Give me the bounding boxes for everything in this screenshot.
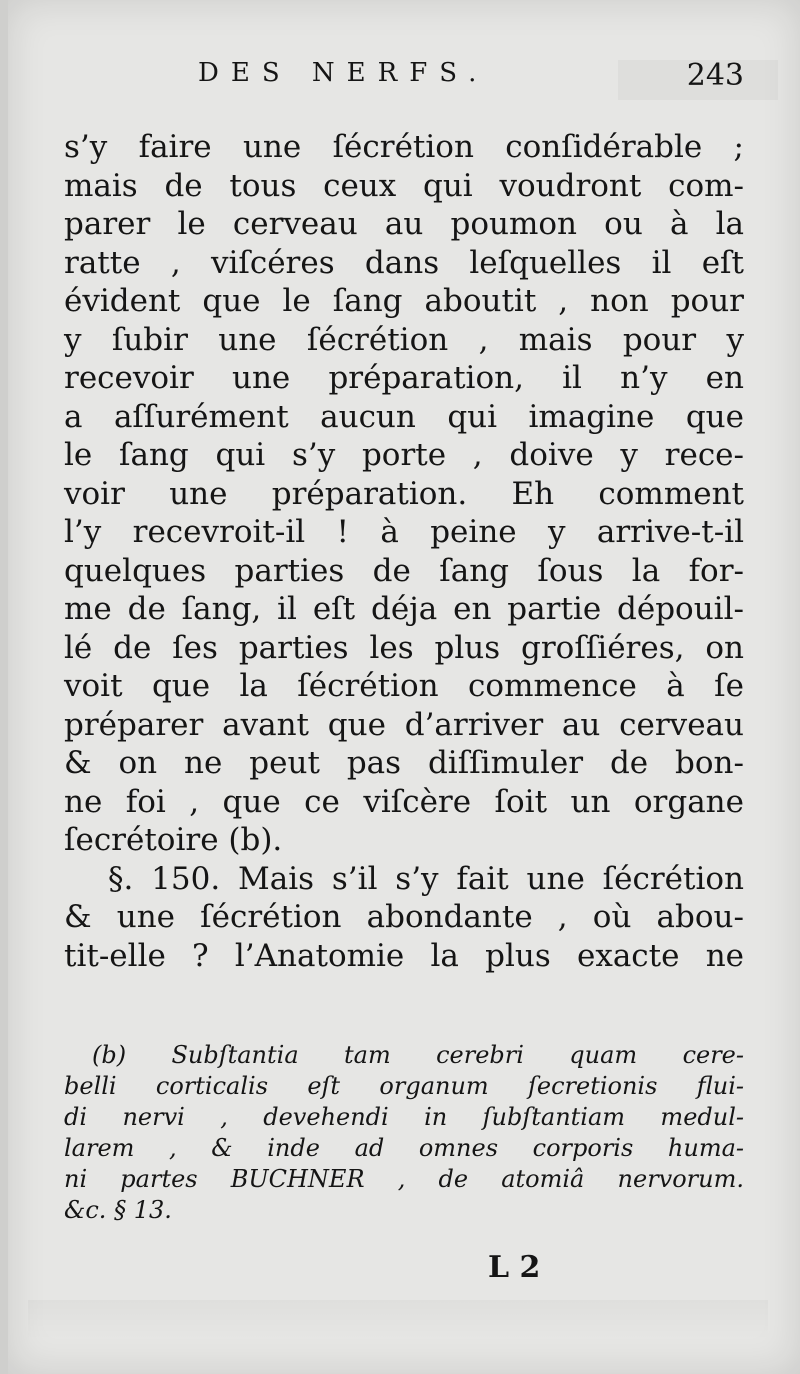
page-bottom-shadow — [28, 1300, 768, 1340]
text-line: ne foi , que ce viſcère ſoit un organe — [64, 783, 744, 820]
text-line: quelques parties de ſang ſous la for- — [64, 552, 744, 589]
text-line: ratte , viſcéres dans leſquelles il eſt — [64, 244, 744, 281]
main-text — [64, 128, 744, 975]
text-line: évident que le ſang aboutit , non pour — [64, 283, 744, 319]
text-line: a aſſurément aucun qui imagine que — [64, 398, 744, 435]
printer-signature: L 2 — [488, 1250, 541, 1285]
running-title: DES NERFS. — [198, 58, 489, 88]
footnote-line: (b) Subſtantia tam cerebri quam cere- — [92, 1041, 744, 1069]
footnote-line: di nervi , devehendi in ſubſtantiam medul- — [64, 1103, 744, 1131]
text-line: mais de tous ceux qui voudront com- — [64, 167, 744, 204]
paragraph-start-line: §. 150. Mais s’il s’y fait une ſécrétion — [108, 860, 744, 897]
text-line: voir une préparation. Eh comment — [64, 475, 744, 512]
text-line: l’y recevroit-il ! à peine y arrive-t-il — [64, 514, 744, 550]
text-line: voit que la ſécrétion commence à ſe — [64, 668, 744, 704]
text-line: & on ne peut pas diſſimuler de bon- — [64, 745, 744, 781]
footnote-line: &c. § 13. — [64, 1196, 172, 1224]
text-line: me de ſang, il eſt déja en partie dépouil- — [64, 591, 744, 627]
text-line: s’y faire une ſécrétion conſidérable ; — [64, 129, 744, 165]
page-number: 243 — [686, 58, 744, 93]
page-edge — [0, 0, 8, 1374]
text-line: ſecrétoire (b). — [64, 822, 283, 858]
text-line: lé de ſes parties les plus groſſiéres, on — [64, 629, 744, 666]
running-head — [68, 52, 744, 98]
text-line: le ſang qui s’y porte , doive y rece- — [64, 437, 744, 473]
text-line: parer le cerveau au poumon ou à la — [64, 206, 744, 242]
footnote-line: belli corticalis eſt organum ſecretionis flui- — [64, 1072, 744, 1100]
footnote — [64, 1040, 744, 1226]
text-line: préparer avant que d’arriver au cerveau — [64, 706, 744, 743]
text-line: y ſubir une ſécrétion , mais pour y — [64, 321, 744, 358]
text-line: tit-elle ? l’Anatomie la plus exacte ne — [64, 937, 744, 974]
text-line: & une ſécrétion abondante , où abou- — [64, 899, 744, 935]
footnote-line: larem , & inde ad omnes corporis huma- — [64, 1134, 744, 1162]
book-page — [8, 0, 800, 1374]
text-line: recevoir une préparation, il n’y en — [64, 360, 744, 396]
footnote-line: ni partes BUCHNER , de atomiâ nervorum. — [64, 1165, 744, 1193]
